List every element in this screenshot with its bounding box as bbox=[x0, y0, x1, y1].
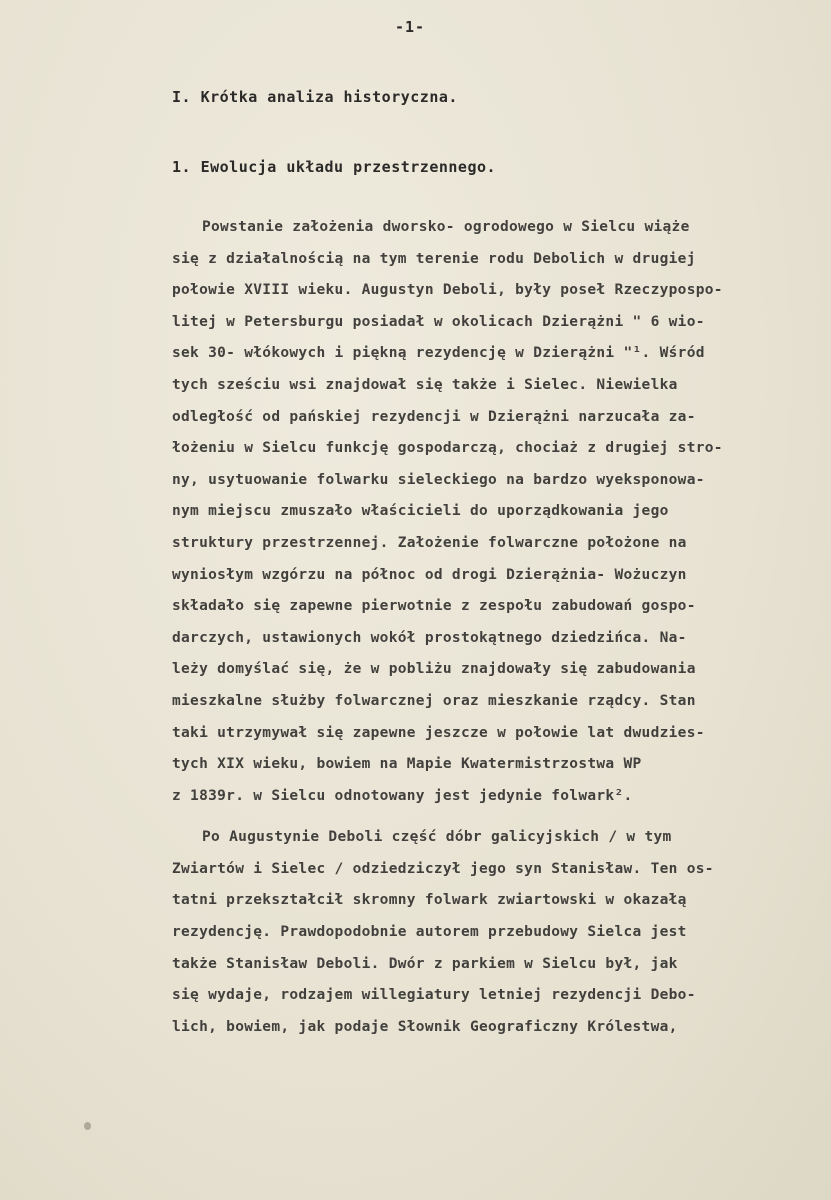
text-line: rezydencję. Prawdopodobnie autorem przebudowy Sielca jest bbox=[172, 924, 687, 941]
text-line: składało się zapewne pierwotnie z zespołu zabudowań gospo- bbox=[172, 598, 696, 615]
subsection-heading: 1. Ewolucja układu przestrzennego. bbox=[172, 158, 497, 176]
text-line: Po Augustynie Deboli część dóbr galicyjskich / w tym bbox=[202, 829, 672, 846]
text-line: nym miejscu zmuszało właścicieli do uporządkowania jego bbox=[172, 503, 669, 520]
text-line: litej w Petersburgu posiadał w okolicach Dzierążni " 6 wio- bbox=[172, 313, 705, 330]
text-line: tych sześciu wsi znajdował się także i Sielec. Niewielka bbox=[172, 376, 678, 393]
text-line: Zwiartów i Sielec / odziedziczył jego syn Stanisław. Ten os- bbox=[172, 860, 714, 877]
section-heading: I. Krótka analiza historyczna. bbox=[172, 88, 458, 106]
text-line: odległość od pańskiej rezydencji w Dzierążni narzucała za- bbox=[172, 408, 696, 425]
text-line: sek 30- włókowych i piękną rezydencję w Dzierążni "¹. Wśród bbox=[172, 345, 705, 362]
text-line: tych XIX wieku, bowiem na Mapie Kwatermistrzostwa WP bbox=[172, 756, 642, 773]
paragraph-2 bbox=[172, 822, 772, 1043]
text-line: taki utrzymywał się zapewne jeszcze w połowie lat dwudzies- bbox=[172, 724, 705, 741]
text-line: struktury przestrzennej. Założenie folwarczne położone na bbox=[172, 534, 687, 551]
text-line: z 1839r. w Sielcu odnotowany jest jedynie folwark². bbox=[172, 787, 633, 804]
paragraph-1 bbox=[172, 212, 772, 812]
text-line: leży domyślać się, że w pobliżu znajdowały się zabudowania bbox=[172, 661, 696, 678]
text-line: mieszkalne służby folwarcznej oraz mieszkanie rządcy. Stan bbox=[172, 692, 696, 709]
text-line: się wydaje, rodzajem willegiatury letniej rezydencji Debo- bbox=[172, 987, 696, 1004]
text-line: tatni przekształcił skromny folwark zwiartowski w okazałą bbox=[172, 892, 687, 909]
text-line: się z działalnością na tym terenie rodu Debolich w drugiej bbox=[172, 250, 696, 267]
body-text bbox=[172, 212, 772, 1043]
text-line: darczych, ustawionych wokół prostokątnego dziedzińca. Na- bbox=[172, 629, 687, 646]
text-line: także Stanisław Deboli. Dwór z parkiem w Sielcu był, jak bbox=[172, 955, 678, 972]
text-line: Powstanie założenia dworsko- ogrodowego w Sielcu wiąże bbox=[202, 219, 690, 235]
text-line: łożeniu w Sielcu funkcję gospodarczą, chociaż z drugiej stro- bbox=[172, 440, 723, 457]
punch-hole-mark bbox=[84, 1122, 91, 1130]
text-line: ny, usytuowanie folwarku sieleckiego na bardzo wyeksponowa- bbox=[172, 471, 705, 488]
text-line: wyniosłym wzgórzu na północ od drogi Dzierążnia- Wożuczyn bbox=[172, 566, 687, 583]
text-line: lich, bowiem, jak podaje Słownik Geograficzny Królestwa, bbox=[172, 1018, 678, 1035]
text-line: połowie XVIII wieku. Augustyn Deboli, były poseł Rzeczypospo- bbox=[172, 282, 723, 299]
page-number: -1- bbox=[394, 18, 426, 36]
